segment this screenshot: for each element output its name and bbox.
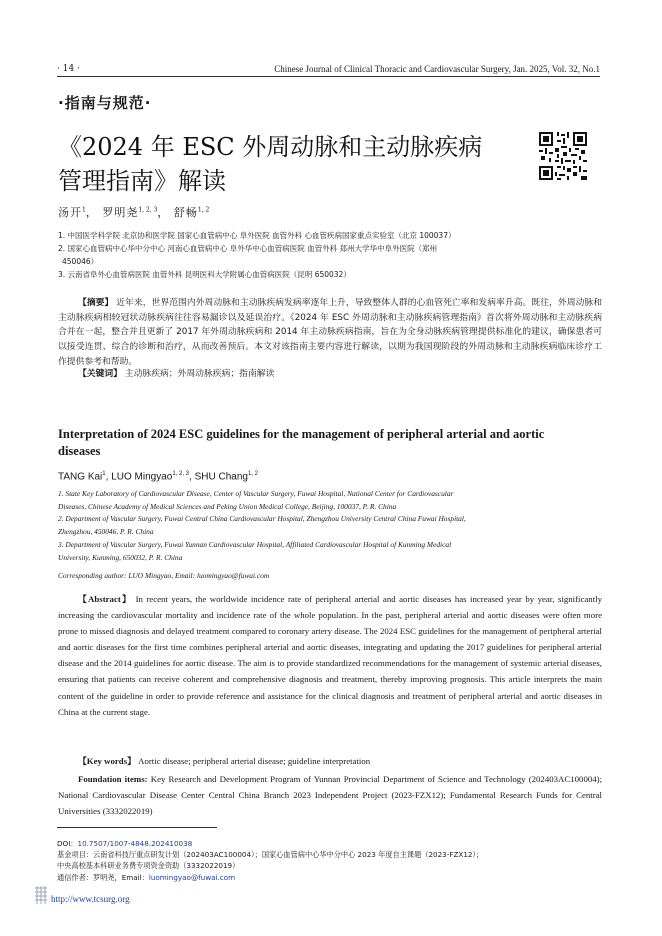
author-cn: 罗明尧	[102, 206, 139, 219]
footnote-rule	[57, 827, 217, 828]
footnotes	[57, 838, 602, 883]
affiliations-cn	[58, 229, 602, 281]
author-en: TANG Kai	[58, 471, 103, 483]
affiliation-en: University, Kunming, 650032, P. R. China	[58, 552, 183, 562]
section-label: ·指南与规范·	[58, 94, 152, 112]
header-rule	[57, 76, 600, 77]
affiliation-cn: 450046）	[62, 257, 99, 266]
abstract-en-text: In recent years, the worldwide incidence rate of peripheral arterial and aortic diseases has increased year by year, significantly increasing the cardiovascular mortality and incidence rate of the whole population. In the past, peripheral arterial and aortic diseases were often more prone to missed diagnosis and delayed treatment compared to coronary artery disease. The 2024 ESC guidelines for the management of peripheral arterial and aortic diseases for the first time combines peripheral arterial and aortic diseases, integrating and updating the 2017 guidelines for peripheral arterial disease and the 2014 guidelines for aortic disease. The aim is to provide standardized recommendations for the management of systemic arterial diseases, ensuring that patients can receive coherent and comprehensive diagnosis and treatment, thereby improving prognosis. This article interprets the main content of the guideline in order to provide reference and assistance for the clinical diagnosis and treatment of peripheral arterial and aortic diseases in China at the current stage.	[58, 594, 602, 717]
affiliations-en	[58, 488, 602, 564]
affiliation-cn: 3. 云南省阜外心血管病医院 血管外科 昆明医科大学附属心血管病医院（昆明 650032）	[58, 270, 351, 279]
title-cn-line-1: 《2024 年 ESC 外周动脉和主动脉疾病	[58, 133, 483, 161]
abstract-cn	[58, 296, 602, 370]
abstract-en	[58, 591, 602, 720]
website-link[interactable]: http://www.tcsurg.org	[51, 894, 130, 904]
title-en: Interpretation of 2024 ESC guidelines for the management of peripheral arterial and aortic diseases	[58, 427, 545, 458]
affiliation-en: Diseases, Chinese Academy of Medical Sciences and Peking Union Medical College, Beijing, 100037, P. R. China	[58, 501, 397, 511]
keywords-en-label: 【Key words】	[78, 756, 136, 766]
corresponding-cn-label: 通信作者：罗明尧，Email：	[57, 872, 149, 882]
doi-link[interactable]: 10.7507/1007-4848.202410038	[77, 839, 193, 848]
authors-en: TANG Kai$^1$, LUO Mingyao$^{1, 2, 3}$, SHU Chang$^{1, 2}$	[58, 471, 258, 483]
keywords-en-text: Aortic disease; peripheral arterial disease; guideline interpretation	[138, 756, 371, 766]
author-sup: 1, 2, 3	[172, 471, 190, 477]
corresponding-author-en: Corresponding author: LUO Mingyao, Email: luomingyao@fuwai.com	[58, 571, 270, 580]
author-cn: 汤开	[58, 206, 82, 219]
affiliation-cn: 2. 国家心血管病中心华中分中心 河南心血管病中心 阜外华中心血管病医院 血管外科 郑州大学华中阜外医院（郑州	[58, 244, 438, 253]
author-en: LUO Mingyao	[111, 471, 173, 483]
journal-header: Chinese Journal of Clinical Thoracic and Cardiovascular Surgery, Jan. 2025, Vol. 32, No.1	[274, 64, 600, 74]
funding-en-label: Foundation items:	[78, 774, 148, 784]
qr-code-icon	[539, 132, 587, 180]
affiliation-en: 1. State Key Laboratory of Cardiovascular Disease, Center of Vascular Surgery, Fuwai Hospital, National Center for Cardiovascular	[58, 489, 454, 498]
doi-line	[57, 838, 602, 849]
page-number: · 14 ·	[57, 64, 80, 74]
title-cn	[58, 130, 518, 198]
affiliation-en: 2. Department of Vascular Surgery, Fuwai Central China Cardiovascular Hospital, Zhengzhou University Central China Fuwai Hospital,	[58, 514, 466, 524]
keywords-en	[78, 754, 370, 767]
keywords-cn	[78, 366, 274, 379]
keywords-cn-text: 主动脉疾病；外周动脉疾病；指南解读	[124, 369, 275, 379]
funding-en-text: Key Research and Development Program of Yunnan Provincial Department of Science and Technology (202403AC100004); National Cardiovascular Disease Center Central China Branch 2023 Independent Project (2023-FZX12); Fundamental Research Funds for Central Universities (3332022019)	[58, 774, 603, 816]
doi-label: DOI：	[57, 839, 78, 848]
funding-cn-line-2: 中央高校基本科研业务费专项资金资助（3332022019）	[57, 861, 240, 871]
abstract-en-label: 【Abstract】	[78, 594, 133, 604]
affiliation-en: 3. Department of Vascular Surgery, Fuwai Yunnan Cardiovascular Hospital, Affiliated Cardiovascular Hospital of Kunming Medical	[58, 539, 452, 549]
abstract-cn-text: 近年来，世界范围内外周动脉和主动脉疾病发病率逐年上升，导致整体人群的心血管死亡率和发病率升高。既往，外周动脉和主动脉疾病相较冠状动脉疾病往往容易漏诊以及延误治疗。《2024 年 ESC 外周动脉和主动脉疾病管理指南》首次将外周动脉和主动脉疾病合并在一起，整合并且更新了 2017 年外周动脉疾病和 2014 年主动脉疾病指南，旨在为全身动脉疾病管理提供标准化的建议，确保患者可以接受连贯、综合的诊断和治疗，从而改善预后。本文对该指南主要内容进行解读，以期为我国现阶段的外周动脉和主动脉疾病临床诊疗工作提供参考和帮助。	[58, 298, 602, 367]
affiliation-cn: 1. 中国医学科学院 北京协和医学院 国家心血管病中心 阜外医院 血管外科 心血管疾病国家重点实验室（北京 100037）	[58, 231, 456, 240]
author-sup: 1, 2	[197, 206, 210, 214]
corresponding-cn-line	[57, 872, 602, 883]
abstract-cn-label: 【摘要】	[78, 298, 114, 308]
author-sup: 1	[102, 471, 106, 477]
journal-logo-icon	[34, 885, 48, 905]
title-cn-line-2: 管理指南》解读	[58, 167, 226, 195]
funding-en	[58, 771, 602, 819]
affiliation-en: Zhengzhou, 450046, P. R. China	[58, 527, 154, 537]
author-sup: 1	[82, 206, 86, 214]
author-cn: 舒畅	[173, 206, 198, 219]
email-link[interactable]: luomingyao@fuwai.com	[148, 872, 236, 882]
authors-cn: 汤开$^1$， 罗明尧$^{1, 2, 3}$， 舒畅$^{1, 2}$	[58, 206, 210, 219]
author-sup: 1, 2	[247, 471, 258, 477]
author-sup: 1, 2, 3	[138, 206, 158, 214]
keywords-cn-label: 【关键词】	[78, 369, 122, 379]
funding-cn-line-1: 基金项目：云南省科技厅重点研发计划（202403AC100004）；国家心血管病中心华中分中心 2023 年度自主课题（2023-FZX12）；	[57, 850, 484, 860]
author-en: SHU Chang	[194, 471, 248, 483]
